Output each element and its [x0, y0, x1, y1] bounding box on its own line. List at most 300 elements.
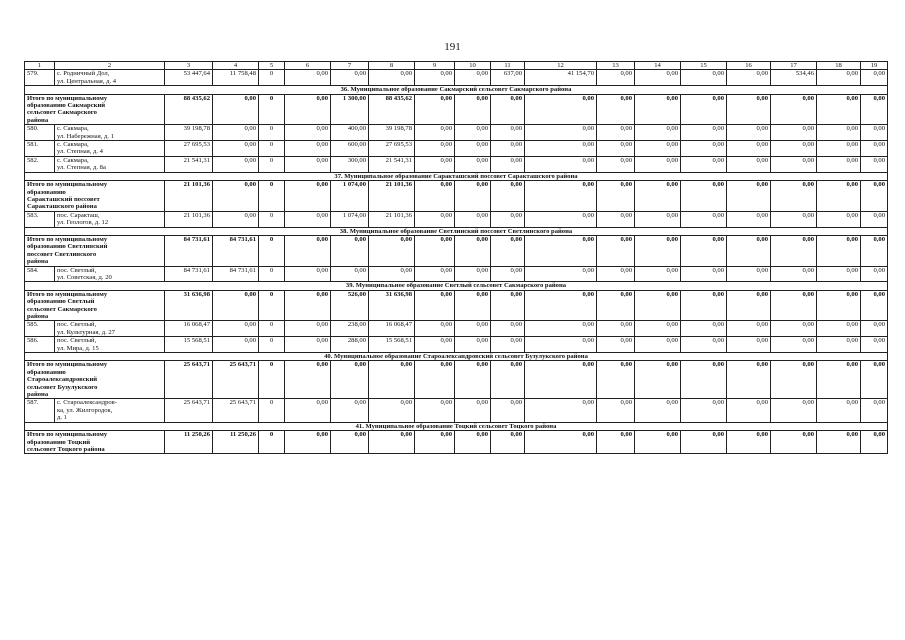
subtotal-row — [25, 431, 888, 454]
subtotal-label: Итого по муниципальному образованию Светлинский поссовет Светлинского района — [25, 235, 165, 266]
column-header: 8 — [369, 62, 415, 70]
value-cell: 21 541,31 — [369, 156, 415, 172]
value-cell: 0,00 — [415, 94, 455, 125]
value-cell: 0,00 — [635, 70, 681, 86]
value-cell: 0,00 — [415, 235, 455, 266]
address-cell: с. Сакмара, ул. Степная, д. 8а — [55, 156, 165, 172]
address-cell: пос. Саракташ, ул. Геологов, д. 12 — [55, 211, 165, 227]
column-header: 12 — [525, 62, 597, 70]
table-row — [25, 141, 888, 157]
value-cell: 0,00 — [817, 156, 861, 172]
value-cell: 0,00 — [455, 290, 491, 321]
value-cell: 0,00 — [681, 361, 727, 399]
section-title: 39. Муниципальное образование Светлый сельсовет Сакмарского района — [25, 282, 888, 290]
value-cell: 0 — [259, 156, 285, 172]
value-cell: 11 758,48 — [213, 70, 259, 86]
section-title: 40. Муниципальное образование Староалександровский сельсовет Бузулукского района — [25, 353, 888, 361]
value-cell: 0,00 — [213, 94, 259, 125]
value-cell: 0,00 — [491, 211, 525, 227]
value-cell: 0,00 — [415, 125, 455, 141]
value-cell: 0,00 — [331, 235, 369, 266]
address-cell: пос. Светлый, ул. Советская, д. 20 — [55, 266, 165, 282]
value-cell: 0,00 — [817, 235, 861, 266]
value-cell: 0,00 — [597, 181, 635, 212]
value-cell: 0,00 — [369, 70, 415, 86]
value-cell: 0,00 — [681, 125, 727, 141]
value-cell: 0,00 — [635, 125, 681, 141]
value-cell: 0,00 — [681, 94, 727, 125]
value-cell: 0,00 — [817, 266, 861, 282]
value-cell: 0,00 — [331, 399, 369, 422]
value-cell: 15 568,51 — [369, 337, 415, 353]
value-cell: 0,00 — [415, 156, 455, 172]
value-cell: 0 — [259, 181, 285, 212]
row-number: 580. — [25, 125, 55, 141]
value-cell: 0,00 — [455, 431, 491, 454]
value-cell: 0,00 — [681, 141, 727, 157]
value-cell: 0,00 — [635, 361, 681, 399]
value-cell: 0,00 — [817, 70, 861, 86]
value-cell: 16 068,47 — [165, 321, 213, 337]
value-cell: 0,00 — [861, 361, 888, 399]
subtotal-row — [25, 290, 888, 321]
value-cell: 16 068,47 — [369, 321, 415, 337]
value-cell: 0,00 — [491, 141, 525, 157]
value-cell: 11 250,26 — [213, 431, 259, 454]
value-cell: 0,00 — [681, 266, 727, 282]
value-cell: 0,00 — [285, 156, 331, 172]
table-row — [25, 211, 888, 227]
value-cell: 0,00 — [525, 399, 597, 422]
value-cell: 0,00 — [455, 337, 491, 353]
value-cell: 25 643,71 — [165, 399, 213, 422]
section-header-row — [25, 422, 888, 430]
value-cell: 0,00 — [861, 321, 888, 337]
value-cell: 0,00 — [771, 321, 817, 337]
value-cell: 0,00 — [771, 125, 817, 141]
value-cell: 0,00 — [727, 399, 771, 422]
value-cell: 0,00 — [525, 266, 597, 282]
value-cell: 0,00 — [491, 235, 525, 266]
value-cell: 0,00 — [681, 431, 727, 454]
value-cell: 0,00 — [369, 266, 415, 282]
value-cell: 0,00 — [415, 181, 455, 212]
value-cell: 0,00 — [597, 361, 635, 399]
value-cell: 0,00 — [285, 181, 331, 212]
value-cell: 88 435,62 — [369, 94, 415, 125]
value-cell: 0,00 — [415, 361, 455, 399]
value-cell: 27 695,53 — [165, 141, 213, 157]
value-cell: 0,00 — [727, 94, 771, 125]
value-cell: 0,00 — [727, 337, 771, 353]
value-cell: 0,00 — [491, 337, 525, 353]
value-cell: 0,00 — [331, 431, 369, 454]
value-cell: 0,00 — [817, 361, 861, 399]
value-cell: 0 — [259, 94, 285, 125]
value-cell: 21 101,36 — [165, 181, 213, 212]
column-header: 16 — [727, 62, 771, 70]
value-cell: 0,00 — [597, 141, 635, 157]
value-cell: 0,00 — [331, 266, 369, 282]
value-cell: 0 — [259, 125, 285, 141]
address-cell: с. Сакмара, ул. Набережная, д. 1 — [55, 125, 165, 141]
subtotal-row — [25, 181, 888, 212]
table-row — [25, 70, 888, 86]
value-cell: 0,00 — [415, 337, 455, 353]
value-cell: 0,00 — [635, 290, 681, 321]
value-cell: 0,00 — [861, 141, 888, 157]
value-cell: 0,00 — [491, 431, 525, 454]
value-cell: 0,00 — [597, 431, 635, 454]
value-cell: 0,00 — [213, 141, 259, 157]
value-cell: 0,00 — [681, 181, 727, 212]
value-cell: 0,00 — [817, 431, 861, 454]
value-cell: 0,00 — [525, 181, 597, 212]
value-cell: 0,00 — [491, 125, 525, 141]
value-cell: 0,00 — [635, 431, 681, 454]
section-title: 37. Муниципальное образование Саракташский поссовет Саракташского района — [25, 172, 888, 180]
value-cell: 400,00 — [331, 125, 369, 141]
value-cell: 0,00 — [415, 211, 455, 227]
value-cell: 0,00 — [491, 321, 525, 337]
value-cell: 0,00 — [681, 70, 727, 86]
value-cell: 0,00 — [597, 321, 635, 337]
value-cell: 0,00 — [681, 235, 727, 266]
column-header: 9 — [415, 62, 455, 70]
value-cell: 0,00 — [597, 156, 635, 172]
value-cell: 0,00 — [771, 337, 817, 353]
column-header: 15 — [681, 62, 727, 70]
value-cell: 0,00 — [525, 431, 597, 454]
value-cell: 0,00 — [369, 399, 415, 422]
value-cell: 0,00 — [455, 321, 491, 337]
subtotal-label: Итого по муниципальному образованию Сакмарский сельсовет Сакмарского района — [25, 94, 165, 125]
value-cell: 0,00 — [525, 211, 597, 227]
value-cell: 0,00 — [525, 156, 597, 172]
value-cell: 0,00 — [771, 141, 817, 157]
value-cell: 0,00 — [817, 290, 861, 321]
value-cell: 0,00 — [597, 94, 635, 125]
value-cell: 0,00 — [817, 337, 861, 353]
value-cell: 0,00 — [491, 156, 525, 172]
value-cell: 0,00 — [861, 211, 888, 227]
column-header: 14 — [635, 62, 681, 70]
value-cell: 0,00 — [415, 70, 455, 86]
value-cell: 0,00 — [861, 337, 888, 353]
row-number: 583. — [25, 211, 55, 227]
value-cell: 0,00 — [455, 181, 491, 212]
value-cell: 0,00 — [727, 70, 771, 86]
value-cell: 0,00 — [771, 290, 817, 321]
value-cell: 0,00 — [285, 399, 331, 422]
subtotal-label: Итого по муниципальному образованию Саракташский поссовет Саракташского района — [25, 181, 165, 212]
value-cell: 0,00 — [681, 321, 727, 337]
value-cell: 0,00 — [525, 337, 597, 353]
column-header: 10 — [455, 62, 491, 70]
value-cell: 0,00 — [727, 361, 771, 399]
value-cell: 0,00 — [491, 361, 525, 399]
value-cell: 300,00 — [331, 156, 369, 172]
value-cell: 0,00 — [817, 125, 861, 141]
value-cell: 0,00 — [771, 181, 817, 212]
value-cell: 0,00 — [491, 266, 525, 282]
value-cell: 0,00 — [285, 337, 331, 353]
value-cell: 39 198,78 — [369, 125, 415, 141]
address-cell: пос. Светлый, ул. Мира, д. 15 — [55, 337, 165, 353]
column-header: 13 — [597, 62, 635, 70]
value-cell: 0,00 — [455, 141, 491, 157]
column-header: 4 — [213, 62, 259, 70]
value-cell: 0,00 — [285, 94, 331, 125]
address-cell: пос. Светлый, ул. Культурная, д. 27 — [55, 321, 165, 337]
value-cell: 31 636,98 — [165, 290, 213, 321]
row-number: 584. — [25, 266, 55, 282]
value-cell: 0,00 — [331, 361, 369, 399]
value-cell: 0,00 — [635, 181, 681, 212]
value-cell: 0,00 — [817, 399, 861, 422]
value-cell: 0,00 — [455, 70, 491, 86]
value-cell: 84 731,61 — [165, 266, 213, 282]
value-cell: 1 300,00 — [331, 94, 369, 125]
value-cell: 0,00 — [861, 431, 888, 454]
value-cell: 0,00 — [861, 94, 888, 125]
address-cell: с. Староалександров- ка, ул. Жилгородок, д. 1 — [55, 399, 165, 422]
value-cell: 0,00 — [213, 125, 259, 141]
value-cell: 0,00 — [635, 94, 681, 125]
value-cell: 0,00 — [415, 266, 455, 282]
value-cell: 0,00 — [213, 181, 259, 212]
value-cell: 0,00 — [331, 70, 369, 86]
value-cell: 0,00 — [635, 266, 681, 282]
value-cell: 11 250,26 — [165, 431, 213, 454]
section-header-row — [25, 172, 888, 180]
column-header: 1 — [25, 62, 55, 70]
value-cell: 0,00 — [817, 321, 861, 337]
value-cell: 0,00 — [455, 156, 491, 172]
value-cell: 21 101,36 — [369, 211, 415, 227]
value-cell: 0,00 — [597, 211, 635, 227]
value-cell: 0,00 — [597, 399, 635, 422]
column-header: 5 — [259, 62, 285, 70]
value-cell: 637,00 — [491, 70, 525, 86]
value-cell: 0 — [259, 337, 285, 353]
value-cell: 0,00 — [285, 266, 331, 282]
value-cell: 0,00 — [491, 290, 525, 321]
row-number: 587. — [25, 399, 55, 422]
row-number: 581. — [25, 141, 55, 157]
value-cell: 0 — [259, 235, 285, 266]
value-cell: 15 568,51 — [165, 337, 213, 353]
subtotal-row — [25, 235, 888, 266]
value-cell: 0,00 — [817, 211, 861, 227]
value-cell: 0,00 — [285, 70, 331, 86]
subtotal-label: Итого по муниципальному образованию Светлый сельсовет Сакмарского района — [25, 290, 165, 321]
value-cell: 0,00 — [285, 321, 331, 337]
page-number: 191 — [444, 41, 461, 53]
value-cell: 25 643,71 — [165, 361, 213, 399]
subtotal-row — [25, 361, 888, 399]
column-header: 11 — [491, 62, 525, 70]
row-number: 585. — [25, 321, 55, 337]
value-cell: 0,00 — [369, 361, 415, 399]
row-number: 582. — [25, 156, 55, 172]
value-cell: 25 643,71 — [213, 399, 259, 422]
value-cell: 238,00 — [331, 321, 369, 337]
value-cell: 21 541,31 — [165, 156, 213, 172]
value-cell: 0,00 — [213, 156, 259, 172]
value-cell: 0,00 — [455, 125, 491, 141]
value-cell: 0,00 — [861, 235, 888, 266]
subtotal-label: Итого по муниципальному образованию Староалександровский сельсовет Бузулукского района — [25, 361, 165, 399]
value-cell: 39 198,78 — [165, 125, 213, 141]
value-cell: 0,00 — [771, 431, 817, 454]
value-cell: 0,00 — [727, 266, 771, 282]
value-cell: 25 643,71 — [213, 361, 259, 399]
column-header: 19 — [861, 62, 888, 70]
table-row — [25, 321, 888, 337]
value-cell: 0 — [259, 431, 285, 454]
column-number-row — [25, 62, 888, 70]
value-cell: 0,00 — [597, 290, 635, 321]
value-cell: 0,00 — [455, 361, 491, 399]
subtotal-label: Итого по муниципальному образованию Тоцкий сельсовет Тоцкого района — [25, 431, 165, 454]
value-cell: 534,46 — [771, 70, 817, 86]
value-cell: 0,00 — [861, 125, 888, 141]
section-title: 41. Муниципальное образование Тоцкий сельсовет Тоцкого района — [25, 422, 888, 430]
value-cell: 0,00 — [771, 156, 817, 172]
section-title: 36. Муниципальное образование Сакмарский сельсовет Сакмарского района — [25, 86, 888, 94]
value-cell: 0,00 — [771, 211, 817, 227]
row-number: 586. — [25, 337, 55, 353]
value-cell: 0,00 — [491, 399, 525, 422]
value-cell: 0,00 — [681, 211, 727, 227]
value-cell: 0,00 — [861, 266, 888, 282]
section-header-row — [25, 353, 888, 361]
value-cell: 0 — [259, 266, 285, 282]
value-cell: 0,00 — [681, 290, 727, 321]
value-cell: 31 636,98 — [369, 290, 415, 321]
value-cell: 0,00 — [771, 266, 817, 282]
value-cell: 0,00 — [455, 94, 491, 125]
table-row — [25, 337, 888, 353]
value-cell: 0,00 — [415, 399, 455, 422]
value-cell: 0,00 — [727, 181, 771, 212]
value-cell: 21 101,36 — [369, 181, 415, 212]
value-cell: 0,00 — [213, 321, 259, 337]
value-cell: 0,00 — [285, 290, 331, 321]
value-cell: 0,00 — [681, 337, 727, 353]
value-cell: 84 731,61 — [213, 266, 259, 282]
row-number: 579. — [25, 70, 55, 86]
value-cell: 0,00 — [491, 181, 525, 212]
column-header: 3 — [165, 62, 213, 70]
value-cell: 288,00 — [331, 337, 369, 353]
value-cell: 0,00 — [525, 235, 597, 266]
value-cell: 0,00 — [597, 70, 635, 86]
value-cell: 0,00 — [415, 431, 455, 454]
value-cell: 0,00 — [285, 141, 331, 157]
value-cell: 21 101,36 — [165, 211, 213, 227]
value-cell: 0,00 — [415, 290, 455, 321]
value-cell: 0 — [259, 141, 285, 157]
column-header: 7 — [331, 62, 369, 70]
value-cell: 0,00 — [727, 235, 771, 266]
value-cell: 0,00 — [727, 431, 771, 454]
value-cell: 0,00 — [727, 290, 771, 321]
value-cell: 88 435,62 — [165, 94, 213, 125]
value-cell: 53 447,64 — [165, 70, 213, 86]
value-cell: 0,00 — [455, 211, 491, 227]
value-cell: 1 074,00 — [331, 181, 369, 212]
value-cell: 0,00 — [213, 211, 259, 227]
address-cell: с. Сакмара, ул. Степная, д. 4 — [55, 141, 165, 157]
value-cell: 0,00 — [861, 290, 888, 321]
value-cell: 0,00 — [681, 156, 727, 172]
value-cell: 0 — [259, 211, 285, 227]
value-cell: 0,00 — [635, 337, 681, 353]
table-row — [25, 266, 888, 282]
value-cell: 0,00 — [597, 125, 635, 141]
value-cell: 0,00 — [861, 70, 888, 86]
value-cell: 0,00 — [285, 211, 331, 227]
value-cell: 0,00 — [771, 361, 817, 399]
value-cell: 0,00 — [285, 361, 331, 399]
value-cell: 0,00 — [525, 321, 597, 337]
column-header: 2 — [55, 62, 165, 70]
address-cell: с. Родничный Дол, ул. Центральная, д. 4 — [55, 70, 165, 86]
table-row — [25, 399, 888, 422]
value-cell: 600,00 — [331, 141, 369, 157]
value-cell: 0,00 — [771, 235, 817, 266]
value-cell: 0,00 — [213, 290, 259, 321]
value-cell: 0,00 — [415, 321, 455, 337]
value-cell: 0,00 — [525, 361, 597, 399]
value-cell: 0,00 — [285, 235, 331, 266]
value-cell: 0,00 — [861, 181, 888, 212]
report-table — [24, 61, 888, 454]
value-cell: 0,00 — [635, 211, 681, 227]
value-cell: 526,00 — [331, 290, 369, 321]
value-cell: 0,00 — [455, 266, 491, 282]
value-cell: 0,00 — [771, 399, 817, 422]
value-cell: 1 074,00 — [331, 211, 369, 227]
value-cell: 0,00 — [681, 399, 727, 422]
value-cell: 0 — [259, 70, 285, 86]
subtotal-row — [25, 94, 888, 125]
value-cell: 0,00 — [635, 156, 681, 172]
column-header: 6 — [285, 62, 331, 70]
value-cell: 0,00 — [727, 141, 771, 157]
value-cell: 0,00 — [455, 235, 491, 266]
value-cell: 0,00 — [455, 399, 491, 422]
value-cell: 0,00 — [727, 125, 771, 141]
value-cell: 27 695,53 — [369, 141, 415, 157]
value-cell: 0 — [259, 290, 285, 321]
value-cell: 0,00 — [369, 431, 415, 454]
value-cell: 0,00 — [285, 125, 331, 141]
value-cell: 0,00 — [727, 321, 771, 337]
value-cell: 0,00 — [635, 141, 681, 157]
value-cell: 0 — [259, 399, 285, 422]
value-cell: 84 731,61 — [213, 235, 259, 266]
value-cell: 0,00 — [525, 94, 597, 125]
value-cell: 0,00 — [771, 94, 817, 125]
value-cell: 0 — [259, 361, 285, 399]
value-cell: 0,00 — [491, 94, 525, 125]
value-cell: 84 731,61 — [165, 235, 213, 266]
section-title: 38. Муниципальное образование Светлинский поссовет Светлинского района — [25, 227, 888, 235]
value-cell: 0,00 — [525, 125, 597, 141]
